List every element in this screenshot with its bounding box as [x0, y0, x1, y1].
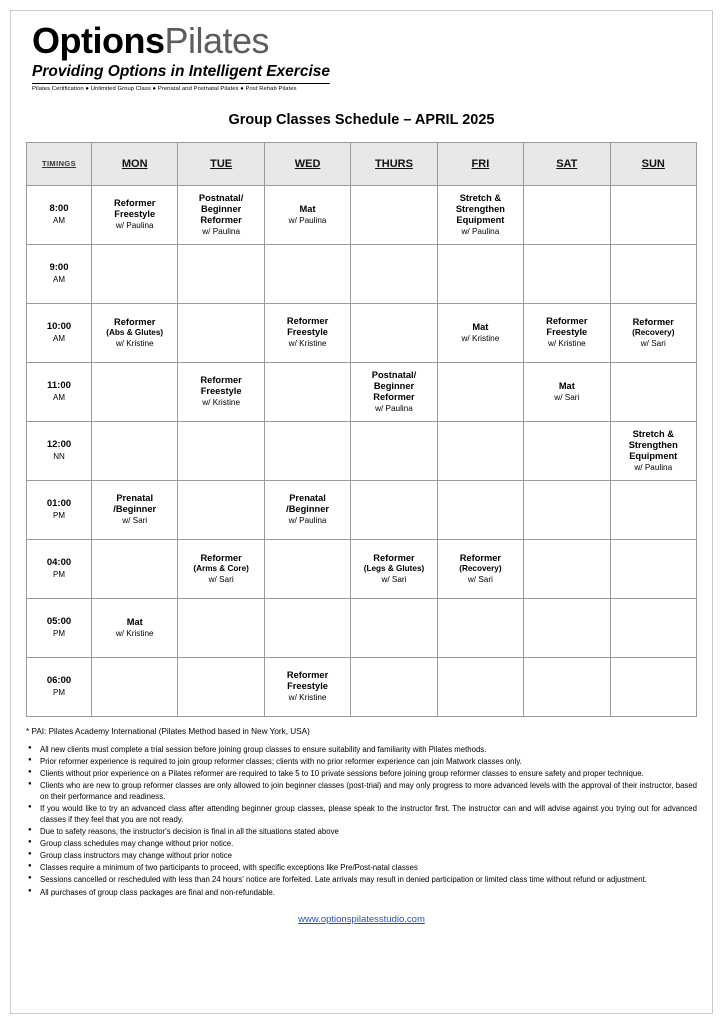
class-slot[interactable]	[610, 303, 696, 362]
class-slot-empty	[610, 185, 696, 244]
time-value: 10:00	[46, 321, 72, 333]
class-instructor: w/ Kristine	[202, 398, 241, 408]
class-slot[interactable]	[92, 598, 178, 657]
class-slot-empty	[178, 421, 264, 480]
class-slot-empty	[264, 539, 350, 598]
time-meridiem: AM	[53, 334, 65, 344]
class-slot-empty	[178, 598, 264, 657]
class-instructor: w/ Sari	[122, 516, 148, 526]
table-row	[27, 362, 697, 421]
policy-note: ● Due to safety reasons, the instructor's decision is final in all the situations stated above	[26, 826, 697, 837]
class-instructor: w/ Paulina	[115, 221, 154, 231]
table-row	[27, 598, 697, 657]
class-name: Postnatal/ Beginner Reformer	[198, 192, 244, 225]
class-name: Reformer Freestyle	[114, 198, 156, 220]
class-instructor: w/ Sari	[554, 392, 580, 402]
class-slot[interactable]	[264, 185, 350, 244]
class-name: Mat	[472, 321, 489, 332]
class-slot[interactable]	[92, 480, 178, 539]
class-slot-empty	[264, 362, 350, 421]
class-slot-empty	[92, 657, 178, 716]
class-focus: (Legs & Glutes)	[363, 564, 425, 574]
table-header-row	[27, 142, 697, 185]
class-name: Stretch & Strengthen Equipment	[628, 428, 678, 461]
class-slot-empty	[351, 657, 437, 716]
class-focus: (Recovery)	[459, 564, 502, 574]
brand-logo	[32, 22, 697, 60]
time-meridiem: PM	[53, 570, 65, 580]
class-instructor: w/ Paulina	[461, 226, 500, 236]
policy-note: ● All new clients must complete a trial session before joining group classes to ensure suitability and familiarity with Pilates methods.	[26, 744, 697, 755]
time-value: 12:00	[46, 439, 72, 451]
class-slot-empty	[264, 421, 350, 480]
policy-note: ● Group class schedules may change without prior notice.	[26, 838, 697, 849]
time-label	[27, 657, 92, 716]
class-name: Stretch & Strengthen Equipment	[455, 192, 505, 225]
class-name: Postnatal/ Beginner Reformer	[371, 369, 417, 402]
class-instructor: w/ Sari	[381, 574, 407, 584]
class-slot[interactable]	[178, 185, 264, 244]
class-instructor: w/ Paulina	[288, 215, 327, 225]
class-slot-empty	[264, 598, 350, 657]
time-meridiem: AM	[53, 216, 65, 226]
class-name: Mat	[299, 203, 316, 214]
class-focus: (Recovery)	[632, 328, 675, 338]
class-slot-empty	[92, 244, 178, 303]
class-focus: (Abs & Glutes)	[106, 328, 164, 338]
class-slot[interactable]	[610, 421, 696, 480]
class-slot-empty	[610, 539, 696, 598]
class-name: Reformer	[373, 553, 415, 564]
class-slot-empty	[610, 480, 696, 539]
policy-note: ● Clients without prior experience on a Pilates reformer are required to take 5 to 10 private sessions before joining group reformer classes to ensure safety and proper technique.	[26, 768, 697, 779]
time-label	[27, 539, 92, 598]
class-slot[interactable]	[264, 657, 350, 716]
time-meridiem: AM	[53, 393, 65, 403]
class-slot[interactable]	[437, 185, 523, 244]
class-slot-empty	[524, 244, 610, 303]
class-focus: (Arms & Core)	[193, 564, 249, 574]
column-header-fri: FRI	[437, 142, 523, 185]
class-slot-empty	[92, 421, 178, 480]
class-instructor: w/ Sari	[208, 574, 234, 584]
website-link[interactable]: www.optionspilatesstudio.com	[298, 913, 425, 925]
class-name: Reformer	[632, 317, 674, 328]
class-slot[interactable]	[92, 303, 178, 362]
class-instructor: w/ Kristine	[115, 628, 154, 638]
time-label	[27, 185, 92, 244]
time-meridiem: AM	[53, 275, 65, 285]
class-slot-empty	[178, 244, 264, 303]
class-slot[interactable]	[437, 303, 523, 362]
class-slot[interactable]	[264, 303, 350, 362]
class-slot-empty	[92, 539, 178, 598]
class-slot-empty	[524, 598, 610, 657]
class-slot-empty	[178, 480, 264, 539]
class-slot-empty	[437, 244, 523, 303]
class-slot-empty	[610, 657, 696, 716]
class-slot-empty	[437, 480, 523, 539]
time-value: 11:00	[47, 380, 71, 392]
class-slot-empty	[437, 362, 523, 421]
class-instructor: w/ Paulina	[288, 516, 327, 526]
column-header-sun: SUN	[610, 142, 696, 185]
column-header-timings: TIMINGS	[27, 142, 92, 185]
policy-note: ● Clients who are new to group reformer classes are only allowed to join beginner classes (post-trial) and may only progress to more advanced levels with the approval of their instructor, based on their performance and readiness.	[26, 780, 697, 802]
table-row	[27, 657, 697, 716]
class-name: Mat	[126, 616, 143, 627]
class-slot[interactable]	[92, 185, 178, 244]
class-instructor: w/ Kristine	[115, 338, 154, 348]
time-label	[27, 303, 92, 362]
time-label	[27, 421, 92, 480]
class-slot-empty	[610, 598, 696, 657]
class-name: Reformer Freestyle	[286, 316, 329, 338]
class-slot-empty	[610, 362, 696, 421]
class-slot-empty	[92, 362, 178, 421]
class-slot[interactable]	[524, 362, 610, 421]
class-slot-empty	[351, 185, 437, 244]
brand-tagline: Providing Options in Intelligent Exercise	[32, 63, 330, 84]
class-instructor: w/ Sari	[640, 338, 666, 348]
table-row	[27, 539, 697, 598]
class-instructor: w/ Kristine	[288, 339, 327, 349]
column-header-thurs: THURS	[351, 142, 437, 185]
brand-credentials: Pilates Certification ● Unlimited Group Class ● Prenatal and Postnatal Pilates ● Post Rehab Pilates	[32, 85, 297, 92]
policy-notes-list	[26, 744, 697, 898]
brand-name-bold: Options	[32, 20, 165, 61]
class-slot[interactable]	[351, 539, 437, 598]
table-row	[27, 244, 697, 303]
class-slot-empty	[178, 657, 264, 716]
column-header-mon: MON	[92, 142, 178, 185]
policy-note: ● All purchases of group class packages are final and non-refundable.	[26, 887, 697, 898]
time-label	[27, 480, 92, 539]
website-line	[26, 914, 697, 925]
class-slot-empty	[524, 421, 610, 480]
policy-note: ● Group class instructors may change without prior notice	[26, 850, 697, 861]
class-instructor: w/ Kristine	[547, 339, 586, 349]
class-name: Mat	[558, 380, 575, 391]
table-row	[27, 421, 697, 480]
class-slot-empty	[524, 480, 610, 539]
class-slot[interactable]	[351, 362, 437, 421]
class-slot-empty	[264, 244, 350, 303]
time-value: 9:00	[49, 262, 69, 274]
time-label	[27, 244, 92, 303]
time-meridiem: PM	[53, 511, 65, 521]
class-slot[interactable]	[437, 539, 523, 598]
class-slot[interactable]	[178, 539, 264, 598]
class-slot-empty	[351, 303, 437, 362]
time-meridiem: NN	[53, 452, 65, 462]
class-instructor: w/ Sari	[467, 574, 493, 584]
class-name: Reformer	[200, 553, 242, 564]
class-name: Prenatal /Beginner	[286, 493, 329, 515]
page-title: Group Classes Schedule – APRIL 2025	[228, 111, 495, 128]
class-name: Reformer	[114, 317, 156, 328]
class-instructor: w/ Paulina	[375, 403, 413, 413]
class-slot-empty	[351, 598, 437, 657]
class-slot-empty	[351, 421, 437, 480]
time-label	[27, 598, 92, 657]
class-instructor: w/ Paulina	[634, 462, 673, 472]
policy-note: ● Prior reformer experience is required to join group reformer classes; clients with no prior reformer experience can join Matwork classes only.	[26, 756, 697, 767]
class-instructor: w/ Kristine	[461, 333, 500, 343]
brand-name-light: Pilates	[164, 20, 270, 61]
time-value: 06:00	[46, 675, 72, 687]
class-slot-empty	[437, 657, 523, 716]
class-slot-empty	[351, 244, 437, 303]
class-slot[interactable]	[524, 303, 610, 362]
time-value: 01:00	[46, 498, 72, 510]
class-slot-empty	[351, 480, 437, 539]
class-instructor: w/ Kristine	[288, 693, 327, 703]
schedule-body	[27, 185, 697, 716]
class-instructor: w/ Paulina	[202, 226, 241, 236]
column-header-tue: TUE	[178, 142, 264, 185]
time-value: 8:00	[49, 203, 69, 215]
time-label	[27, 362, 92, 421]
class-slot-empty	[437, 421, 523, 480]
class-slot-empty	[610, 244, 696, 303]
policy-note: ● If you would like to try an advanced class after attending beginner group classes, please speak to the instructor first. The instructor can and will advise against you trying out for advanced classes if they feel that you are not ready.	[26, 803, 697, 825]
time-meridiem: PM	[53, 688, 65, 698]
class-slot-empty	[524, 657, 610, 716]
policy-note: ● Sessions cancelled or rescheduled with less than 24 hours' notice are forfeited. Late arrivals may result in denied participation or limited class time without refund or adjustment.	[26, 874, 697, 885]
time-value: 04:00	[46, 557, 72, 569]
class-slot-empty	[524, 539, 610, 598]
class-name: Reformer	[459, 553, 502, 564]
column-header-sat: SAT	[524, 142, 610, 185]
column-header-wed: WED	[264, 142, 350, 185]
pai-footnote: * PAI: Pilates Academy International (Pilates Method based in New York, USA)	[26, 726, 310, 736]
class-slot-empty	[524, 185, 610, 244]
class-slot-empty	[437, 598, 523, 657]
time-meridiem: PM	[53, 629, 65, 639]
policy-note: ● Classes require a minimum of two participants to proceed, with specific exceptions like Pre/Post-natal classes	[26, 862, 697, 873]
class-slot[interactable]	[264, 480, 350, 539]
table-row	[27, 480, 697, 539]
class-name: Reformer Freestyle	[200, 375, 242, 397]
schedule-table	[26, 142, 697, 717]
table-row	[27, 303, 697, 362]
time-value: 05:00	[46, 616, 72, 628]
class-slot-empty	[178, 303, 264, 362]
class-name: Prenatal /Beginner	[113, 493, 157, 515]
class-slot[interactable]	[178, 362, 264, 421]
table-row	[27, 185, 697, 244]
class-name: Reformer Freestyle	[286, 670, 329, 692]
class-name: Reformer Freestyle	[546, 316, 588, 338]
